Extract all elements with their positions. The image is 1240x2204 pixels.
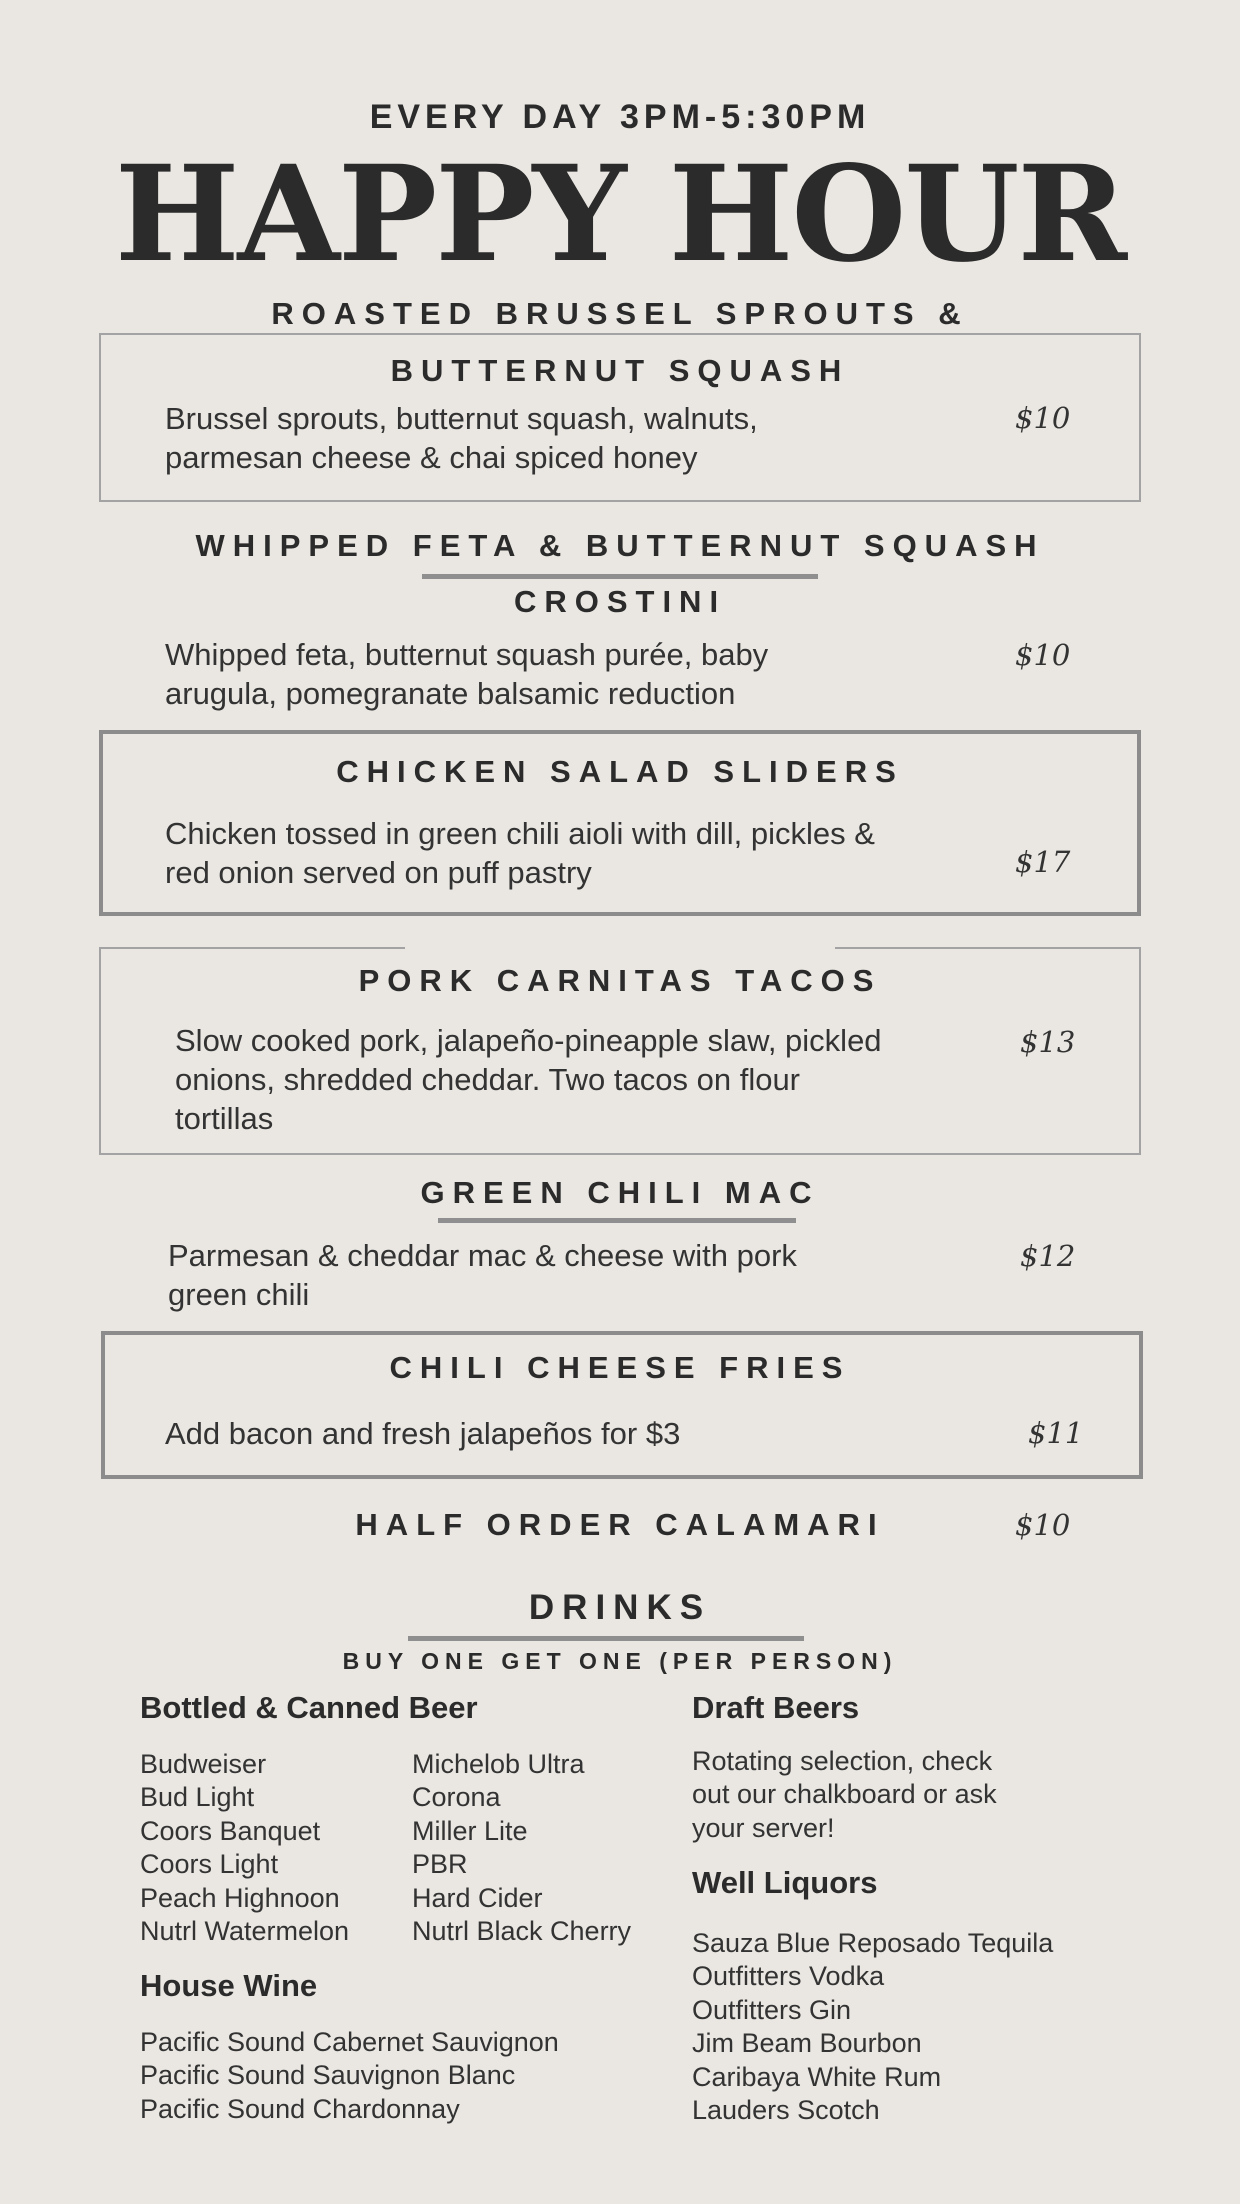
draft-beers-line: your server! xyxy=(692,1812,835,1843)
list-item: Nutrl Watermelon xyxy=(140,1916,350,1947)
well-liquors-list xyxy=(692,1927,1053,2127)
menu-item-description: Slow cooked pork, jalapeño-pineapple slaw, pickled xyxy=(175,1023,882,1058)
menu-item-price: $12 xyxy=(1020,1239,1076,1273)
menu-item-name: WHIPPED FETA & BUTTERNUT SQUASH xyxy=(195,528,1045,563)
menu-item-name: CROSTINI xyxy=(513,584,727,619)
list-item: Caribaya White Rum xyxy=(692,2061,942,2092)
draft-beers-line: Rotating selection, check xyxy=(692,1746,993,1776)
bottled-beer-title: Bottled & Canned Beer xyxy=(140,1690,478,1725)
draft-beers-text xyxy=(692,1745,997,1845)
list-item: Coors Light xyxy=(140,1849,279,1880)
list-item: Lauders Scotch xyxy=(692,2095,880,2126)
menu-item-price: $11 xyxy=(1028,1416,1084,1450)
menu-item-name: HALF ORDER CALAMARI xyxy=(355,1507,885,1542)
list-item: Pacific Sound Sauvignon Blanc xyxy=(140,2060,516,2091)
menu-item-description: arugula, pomegranate balsamic reduction xyxy=(165,676,736,711)
draft-beers-line: out our chalkboard or ask xyxy=(692,1779,997,1810)
list-item: Hard Cider xyxy=(412,1882,543,1913)
drinks-title: DRINKS xyxy=(528,1588,712,1627)
list-item: Michelob Ultra xyxy=(412,1749,585,1779)
menu-item-name: BUTTERNUT SQUASH xyxy=(390,353,850,388)
menu-item-description: Brussel sprouts, butternut squash, walnuts, xyxy=(165,401,758,436)
list-item: Pacific Sound Cabernet Sauvignon xyxy=(140,2027,559,2057)
menu-item-description: green chili xyxy=(168,1277,310,1312)
menu-item-description: onions, shredded cheddar. Two tacos on flour xyxy=(175,1062,801,1097)
menu-item-description: parmesan cheese & chai spiced honey xyxy=(165,440,698,475)
list-item: Jim Beam Bourbon xyxy=(692,2028,922,2059)
menu-item-description: tortillas xyxy=(175,1101,274,1136)
menu-item-name: PORK CARNITAS TACOS xyxy=(358,963,882,998)
menu-item-price: $10 xyxy=(1015,401,1071,435)
box-gap xyxy=(405,944,835,950)
list-item: Coors Banquet xyxy=(140,1815,321,1846)
list-item: Corona xyxy=(412,1782,501,1813)
menu-item-price: $13 xyxy=(1020,1025,1076,1059)
menu-item-description: Add bacon and fresh jalapeños for $3 xyxy=(165,1416,681,1451)
menu-item-name: GREEN CHILI MAC xyxy=(420,1175,820,1210)
well-liquors-title: Well Liquors xyxy=(692,1865,878,1900)
list-item: Peach Highnoon xyxy=(140,1882,340,1913)
list-item: Budweiser xyxy=(140,1749,267,1779)
list-item: Outfitters Gin xyxy=(692,1994,852,2025)
list-item: Outfitters Vodka xyxy=(692,1961,885,1992)
menu-item-name: CHILI CHEESE FRIES xyxy=(389,1350,851,1385)
list-item: PBR xyxy=(412,1849,468,1880)
menu-item-description: Chicken tossed in green chili aioli with dill, pickles & xyxy=(165,816,875,851)
list-item: Miller Lite xyxy=(412,1815,528,1846)
list-item: Pacific Sound Chardonnay xyxy=(140,2093,460,2124)
menu-item-price: $10 xyxy=(1015,638,1071,672)
menu-item-name: ROASTED BRUSSEL SPROUTS & xyxy=(271,296,969,331)
page-title: HAPPY HOUR xyxy=(114,137,1126,292)
list-item: Sauza Blue Reposado Tequila xyxy=(692,1928,1054,1958)
divider xyxy=(408,1636,804,1641)
draft-beers-title: Draft Beers xyxy=(692,1690,860,1725)
divider xyxy=(438,1218,796,1223)
menu-item-name: CHICKEN SALAD SLIDERS xyxy=(336,754,904,789)
house-wine-title: House Wine xyxy=(140,1968,318,2003)
menu-item-description: red onion served on puff pastry xyxy=(165,855,592,890)
menu-item-price: $10 xyxy=(1015,1508,1071,1542)
bottled-beer-list-1 xyxy=(140,1748,349,1948)
drinks-subtitle: BUY ONE GET ONE (PER PERSON) xyxy=(342,1648,898,1674)
menu-item-description: Parmesan & cheddar mac & cheese with pork xyxy=(168,1238,797,1273)
menu-item-price: $17 xyxy=(1015,845,1071,879)
list-item: Nutrl Black Cherry xyxy=(412,1916,632,1947)
menu-item-description: Whipped feta, butternut squash purée, baby xyxy=(165,637,769,672)
house-wine-list xyxy=(140,2026,559,2126)
bottled-beer-list-2 xyxy=(412,1748,631,1948)
schedule-subtitle: EVERY DAY 3PM-5:30PM xyxy=(369,98,871,136)
list-item: Bud Light xyxy=(140,1782,255,1813)
